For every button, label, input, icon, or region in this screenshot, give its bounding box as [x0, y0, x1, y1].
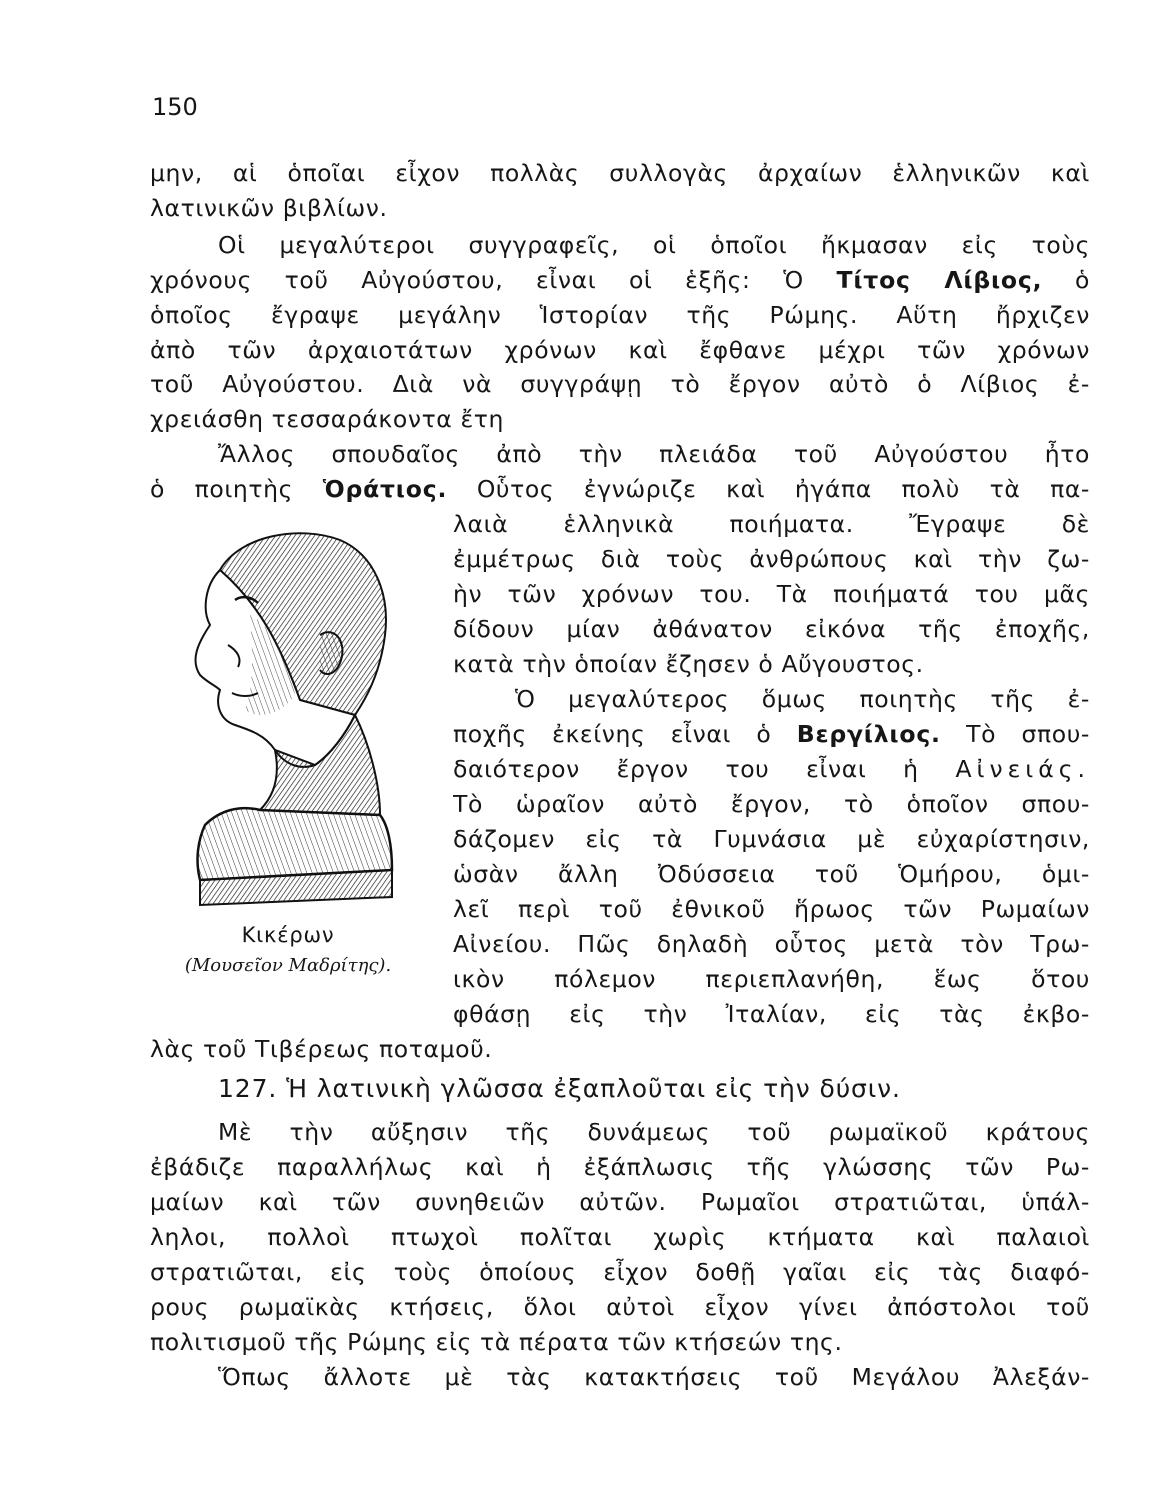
text-line: ρους ρωμαϊκὰς κτήσεις, ὅλοι αὐτοὶ εἶχον γίνει ἀπόστολοι τοῦ	[150, 1293, 1090, 1321]
text-line: τοῦ Αὐγούστου. Διὰ νὰ συγγράψῃ τὸ ἔργον αὐτὸ ὁ Λίβιος ἐ-	[150, 370, 1090, 398]
text-line: δίδουν μίαν ἀθάνατον εἰκόνα τῆς ἐποχῆς,	[453, 615, 1090, 643]
text-line: λεῖ περὶ τοῦ ἐθνικοῦ ἥρωος τῶν Ρωμαίων	[453, 895, 1090, 923]
text-line: ἐβάδιζε παραλλήλως καὶ ἡ ἐξάπλωσις τῆς γλώσσης τῶν Ρω-	[150, 1153, 1090, 1181]
text-line: λατινικῶν βιβλίων.	[150, 194, 388, 222]
text-line: λὰς τοῦ Τιβέρεως ποταμοῦ.	[150, 1035, 493, 1063]
text-line: φθάσῃ εἰς τὴν Ἰταλίαν, εἰς τὰς ἐκβο-	[453, 1000, 1090, 1028]
text-line: Ὅπως ἄλλοτε μὲ τὰς κατακτήσεις τοῦ Μεγάλου Ἀλεξάν-	[218, 1363, 1090, 1391]
work-title-aeneid: Αἰνειάς.	[955, 755, 1090, 783]
text-line: δάζομεν εἰς τὰ Γυμνάσια μὲ εὐχαρίστησιν,	[453, 825, 1090, 853]
text-line: ικὸν πόλεμον περιεπλανήθη, ἕως ὅτου	[453, 965, 1090, 993]
page-number: 150	[152, 93, 198, 121]
text-line: ποχῆς ἐκείνης εἶναι ὁ Βεργίλιος. Τὸ σπου-	[453, 720, 1090, 748]
text-line: Ὁ μεγαλύτερος ὅμως ποιητὴς τῆς ἐ-	[515, 685, 1090, 713]
text-line: πολιτισμοῦ τῆς Ρώμης εἰς τὰ πέρατα τῶν κτήσεών της.	[150, 1328, 843, 1356]
text-line: ὁ ποιητὴς Ὁράτιος. Οὗτος ἐγνώριζε καὶ ἠγάπα πολὺ τὰ πα-	[150, 475, 1090, 503]
cicero-bust-illustration	[180, 525, 395, 915]
author-name-vergilius: Βεργίλιος.	[796, 720, 941, 748]
text-line: Μὲ τὴν αὔξησιν τῆς δυνάμεως τοῦ ρωμαϊκοῦ κράτους	[218, 1118, 1090, 1146]
text-line: ὡσὰν ἄλλη Ὀδύσσεια τοῦ Ὁμήρου, ὁμι-	[453, 860, 1090, 888]
text-line: μαίων καὶ τῶν συνηθειῶν αὐτῶν. Ρωμαῖοι στρατιῶται, ὑπάλ-	[150, 1188, 1090, 1216]
author-name-livius: Τίτος Λίβιος,	[836, 266, 1043, 294]
text-line: Οἱ μεγαλύτεροι συγγραφεῖς, οἱ ὁποῖοι ἤκμασαν εἰς τοὺς	[218, 231, 1090, 259]
text-line: μην, αἱ ὁποῖαι εἶχον πολλὰς συλλογὰς ἀρχαίων ἑλληνικῶν καὶ	[150, 159, 1090, 187]
text-line: λαιὰ ἑλληνικὰ ποιήματα. Ἔγραψε δὲ	[453, 510, 1090, 538]
text-line: ἀπὸ τῶν ἀρχαιοτάτων χρόνων καὶ ἔφθανε μέχρι τῶν χρόνων	[150, 336, 1090, 364]
text-line: ἐμμέτρως διὰ τοὺς ἀνθρώπους καὶ τὴν ζω-	[453, 545, 1090, 573]
text-line: κατὰ τὴν ὁποίαν ἔζησεν ὁ Αὔγουστος.	[453, 650, 924, 678]
text-line: δαιότερον ἔργον του εἶναι ἡ Αἰνειάς.	[453, 755, 1090, 783]
text-line: ὴν τῶν χρόνων του. Τὰ ποιήματά του μᾶς	[453, 580, 1090, 608]
text-line: Τὸ ὡραῖον αὐτὸ ἔργον, τὸ ὁποῖον σπου-	[453, 790, 1090, 818]
text-line: χρόνους τοῦ Αὐγούστου, εἶναι οἱ ἑξῆς: Ὁ Τίτος Λίβιος, ὁ	[150, 266, 1090, 294]
section-heading: 127. Ἡ λατινικὴ γλῶσσα ἐξαπλοῦται εἰς τὴν δύσιν.	[218, 1074, 901, 1103]
author-name-horatius: Ὁράτιος.	[322, 475, 448, 503]
figure-caption-source: (Μουσεῖον Μαδρίτης).	[184, 955, 392, 976]
text-line: στρατιῶται, εἰς τοὺς ὁποίους εἶχον δοθῇ γαῖαι εἰς τὰς διαφό-	[150, 1258, 1090, 1286]
figure-caption-name: Κικέρων	[241, 923, 335, 947]
text-line: ληλοι, πολλοὶ πτωχοὶ πολῖται χωρὶς κτήματα καὶ παλαιοὶ	[150, 1223, 1090, 1251]
text-line: ὁποῖος ἔγραψε μεγάλην Ἱστορίαν τῆς Ρώμης. Αὕτη ἤρχιζεν	[150, 301, 1090, 329]
text-line: Αἰνείου. Πῶς δηλαδὴ οὗτος μετὰ τὸν Τρω-	[453, 930, 1090, 958]
text-line: Ἄλλος σπουδαῖος ἀπὸ τὴν πλειάδα τοῦ Αὐγούστου ἦτο	[218, 440, 1090, 468]
text-line: χρειάσθη τεσσαράκοντα ἔτη	[150, 405, 505, 433]
